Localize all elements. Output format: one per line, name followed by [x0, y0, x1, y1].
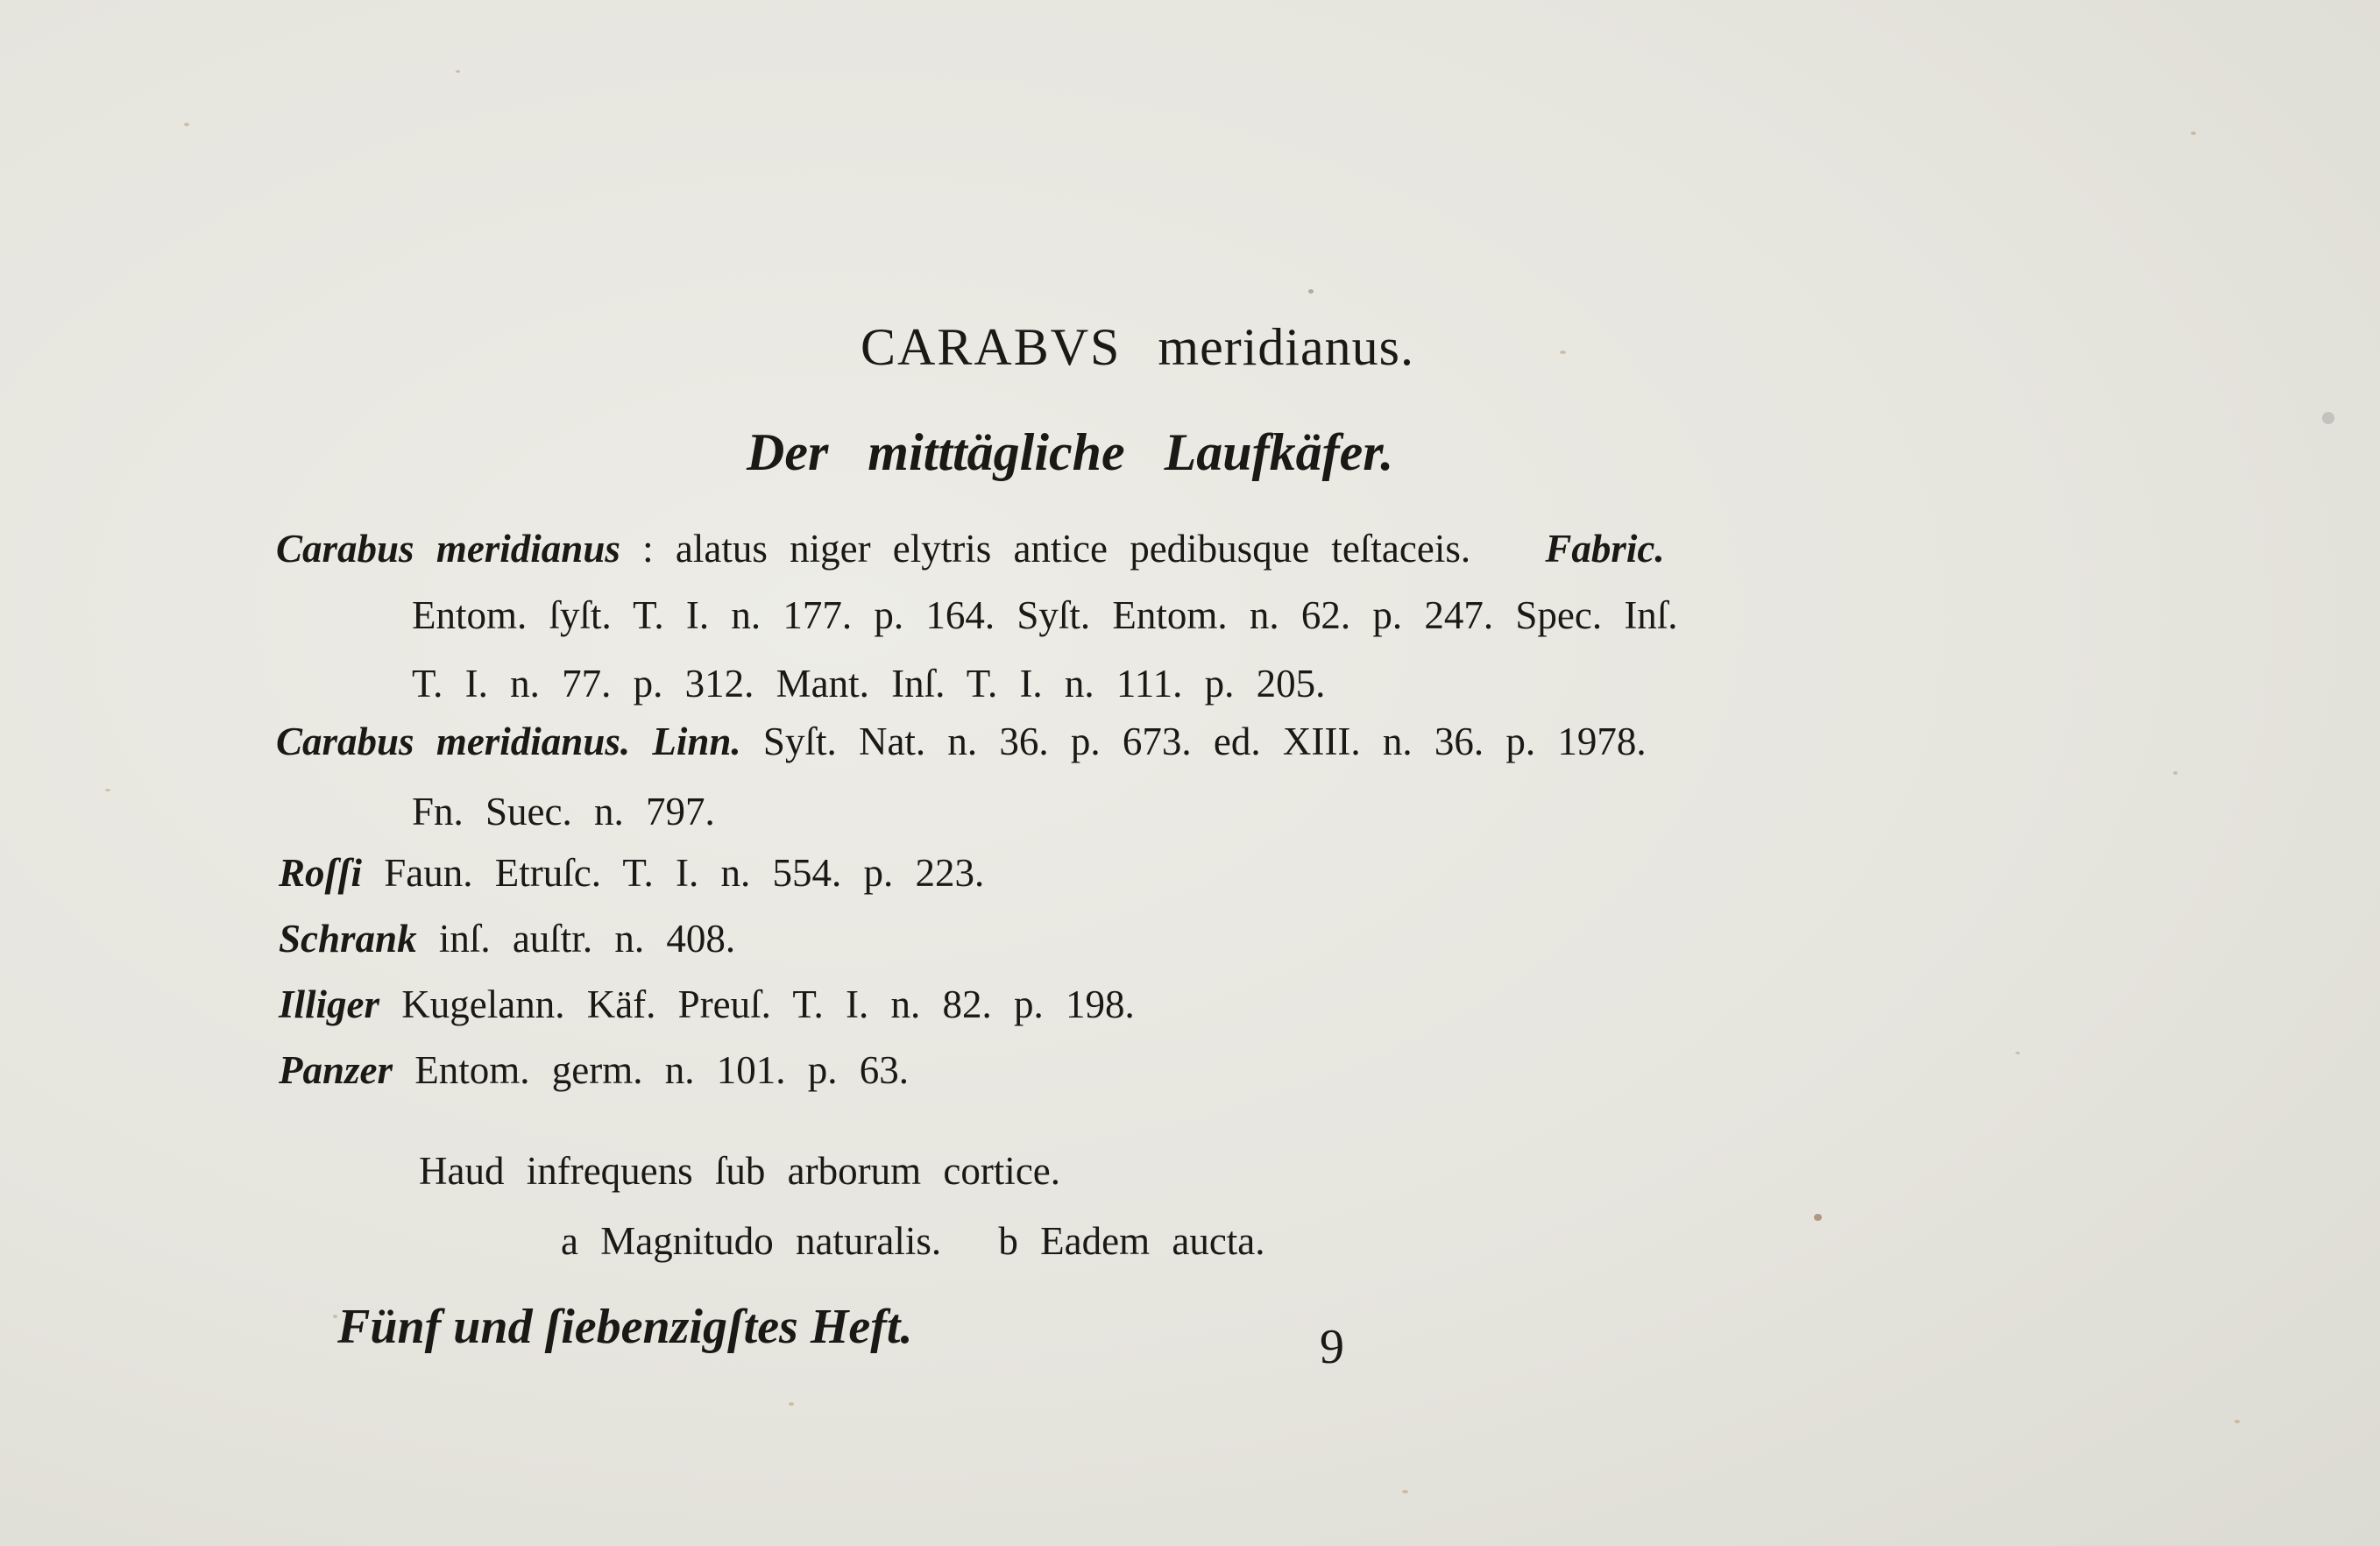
synonym-line [279, 850, 984, 896]
citation-text: : alatus niger elytris antice pedibusque teſtaceis. [642, 527, 1471, 571]
citation-text: Syſt. Nat. n. 36. p. 673. ed. XIII. n. 36. p. 1978. [762, 720, 1647, 763]
citation-author: Illiger [279, 982, 380, 1026]
paper-fleck [1402, 1490, 1408, 1493]
citation-line: Entom. ſyſt. T. I. n. 177. p. 164. Syſt. Entom. n. 62. p. 247. Spec. Inſ. [412, 593, 1678, 637]
paper-fleck [1560, 351, 1566, 354]
paper-fleck [2173, 771, 2178, 775]
citation-text: Faun. Etruſc. T. I. n. 554. p. 223. [384, 851, 985, 895]
citation-author: Schrank [279, 917, 417, 961]
synonym-line [276, 719, 1647, 764]
paper-fleck [1308, 289, 1314, 294]
paper-fleck [184, 123, 189, 126]
page-subtitle: Der mitttägliche Laufkäfer. [747, 423, 1394, 481]
legend-a: a Magnitudo naturalis. [561, 1219, 942, 1263]
synonym-line [276, 526, 1665, 571]
paper-fleck [2235, 1420, 2240, 1423]
citation-text: Entom. germ. n. 101. p. 63. [414, 1048, 909, 1092]
citation-line: Fn. Suec. n. 797. [412, 790, 715, 833]
citation-author: Fabric. [1545, 527, 1665, 571]
paper-fleck [2191, 131, 2196, 135]
citation-text: Kugelann. Käf. Preuſ. T. I. n. 82. p. 198. [401, 982, 1135, 1026]
paper-fleck [2015, 1052, 2020, 1054]
synonym-line [279, 916, 735, 961]
page-number: 9 [1320, 1320, 1344, 1374]
paper-fleck [1814, 1214, 1822, 1221]
citation-author: Roſſi [279, 851, 362, 895]
citation-author: Linn. [652, 720, 741, 763]
citation-text: inſ. auſtr. n. 408. [438, 917, 736, 961]
citation-author: Carabus meridianus. [276, 720, 631, 763]
citation-author: Carabus meridianus [276, 527, 620, 571]
legend-b: b Eadem aucta. [998, 1219, 1265, 1263]
paper-fleck [789, 1402, 794, 1406]
citation-line: T. I. n. 77. p. 312. Mant. Inſ. T. I. n. 111. p. 205. [412, 662, 1326, 706]
synonym-line [279, 982, 1135, 1027]
signature-line: Fünf und ſiebenzigſtes Heft. [337, 1300, 913, 1354]
synonym-line [279, 1047, 909, 1093]
citation-author: Panzer [279, 1048, 393, 1092]
habitat-note: Haud infrequens ſub arborum cortice. [419, 1149, 1061, 1193]
title-genus: CARABVS [861, 318, 1122, 376]
page-title [861, 317, 1414, 378]
title-species: meridianus. [1158, 318, 1415, 376]
paper-fleck [456, 70, 460, 73]
figure-legend [561, 1218, 1265, 1264]
paper-fleck [105, 789, 110, 791]
paper-fleck [2322, 412, 2334, 424]
